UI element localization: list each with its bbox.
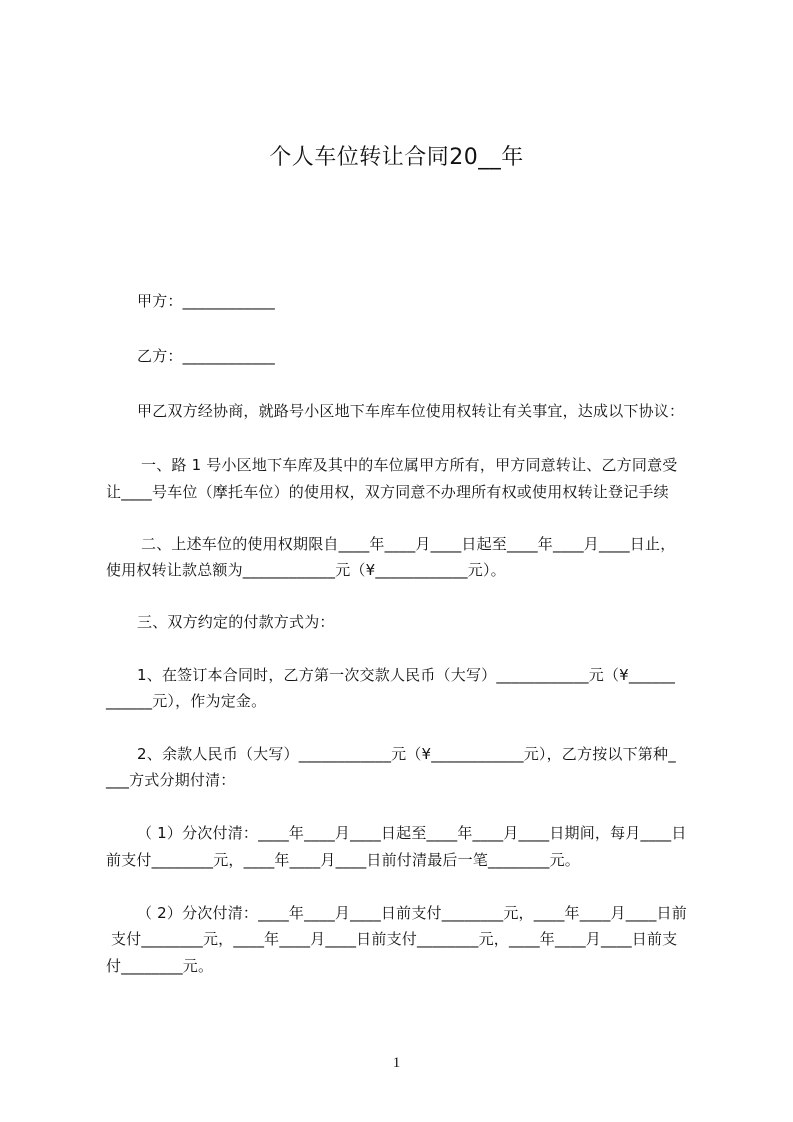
installment-2-line-2: 支付________元，____年____月____日前支付________元，____年____月____日前支	[106, 930, 678, 948]
installment-2-line-1: （ 2）分次付清：____年____月____日前支付________元，____年____月____日前	[137, 904, 687, 922]
preamble-line: 甲乙双方经协商，就路号小区地下车库车位使用权转让有关事宜，达成以下协议：	[137, 402, 685, 420]
clause-2-line-2: 使用权转让款总额为____________元（¥____________元）。	[106, 561, 506, 579]
clause-2-line-1: 二、上述车位的使用权期限自____年____月____日起至____年____月____日止，	[141, 535, 676, 553]
party-b-line: 乙方：____________	[137, 347, 276, 365]
payment-1-line-2: ______元），作为定金。	[106, 692, 267, 710]
installment-1-line-2: 前支付________元，____年____月____日前付清最后一笔________元。	[106, 851, 581, 869]
party-a-line: 甲方：____________	[137, 292, 276, 310]
payment-1-line-1: 1、在签订本合同时，乙方第一次交款人民币（大写）____________元（¥______	[137, 666, 676, 684]
installment-2-line-3: 付________元。	[106, 957, 214, 975]
clause-1-line-1: 一、路 1 号小区地下车库及其中的车位属甲方所有，甲方同意转让、乙方同意受	[141, 456, 678, 474]
installment-1-line-1: （ 1）分次付清：____年____月____日起至____年____月____日期间，每月____日	[137, 824, 687, 842]
payment-2-line-1: 2、余款人民币（大写）____________元（¥____________元），乙方按以下第种_	[137, 745, 676, 763]
payment-2-line-2: ___方式分期付清：	[106, 771, 236, 789]
document-title: 个人车位转让合同20__年	[269, 145, 524, 170]
clause-1-line-2: 让____号车位（摩托车位）的使用权，双方同意不办理所有权或使用权转让登记手续	[106, 483, 669, 501]
clause-3-line: 三、双方约定的付款方式为：	[137, 613, 335, 631]
page-number: 1	[392, 1055, 401, 1071]
